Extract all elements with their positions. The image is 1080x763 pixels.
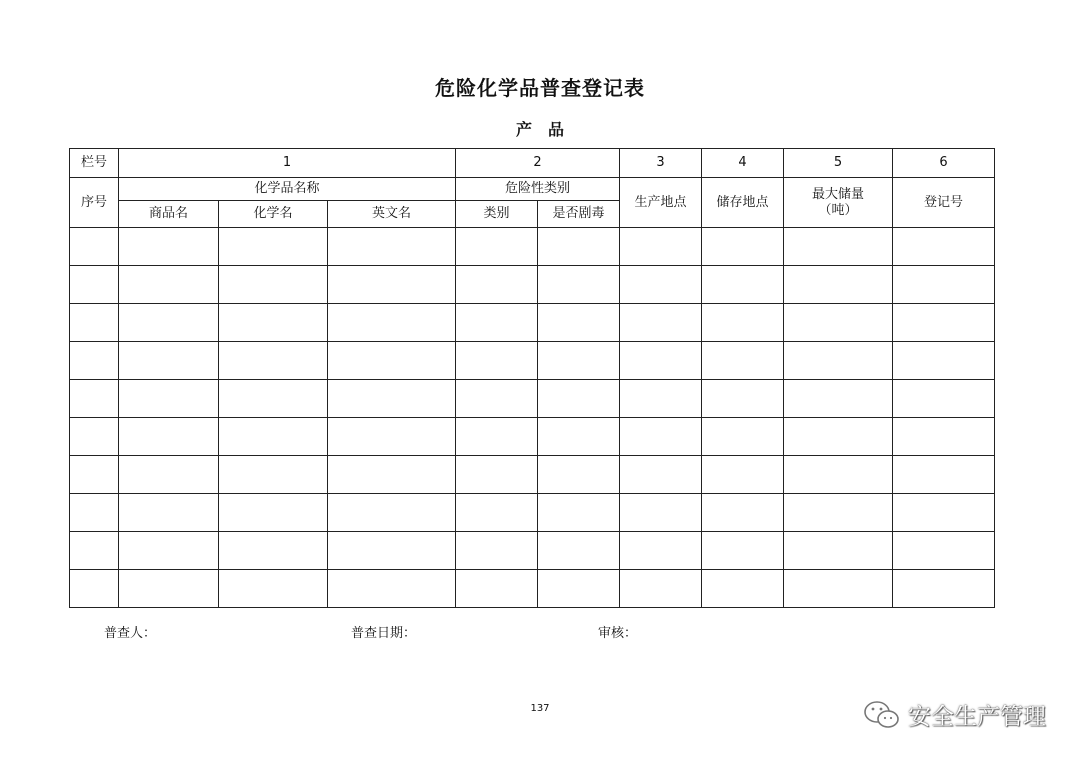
table-cell[interactable] bbox=[702, 532, 784, 570]
table-cell[interactable] bbox=[70, 570, 119, 608]
column-number-label: 栏号 bbox=[70, 149, 119, 178]
table-cell[interactable] bbox=[456, 570, 538, 608]
document-subtitle: 产 品 bbox=[515, 120, 564, 139]
table-row bbox=[70, 304, 995, 342]
table-cell[interactable] bbox=[702, 494, 784, 532]
table-cell[interactable] bbox=[620, 532, 702, 570]
header-max-storage-line2: （吨） bbox=[818, 202, 858, 218]
table-cell[interactable] bbox=[328, 532, 456, 570]
table-cell[interactable] bbox=[456, 266, 538, 304]
header-production-site: 生产地点 bbox=[620, 178, 702, 228]
header-registration-no: 登记号 bbox=[893, 178, 995, 228]
registration-table bbox=[69, 148, 995, 608]
table-cell[interactable] bbox=[70, 532, 119, 570]
table-cell[interactable] bbox=[456, 380, 538, 418]
table-cell[interactable] bbox=[620, 380, 702, 418]
header-highly-toxic: 是否剧毒 bbox=[538, 201, 620, 228]
header-max-storage-line1: 最大储量 bbox=[811, 186, 864, 202]
table-cell[interactable] bbox=[119, 380, 219, 418]
table-cell[interactable] bbox=[219, 494, 328, 532]
table-cell[interactable] bbox=[219, 456, 328, 494]
table-cell[interactable] bbox=[538, 570, 620, 608]
table-cell[interactable] bbox=[893, 304, 995, 342]
table-cell[interactable] bbox=[70, 456, 119, 494]
header-max-storage bbox=[784, 178, 893, 228]
column-number-1: 1 bbox=[119, 149, 456, 178]
page-number: 137 bbox=[530, 703, 550, 714]
header-seq: 序号 bbox=[70, 178, 119, 228]
table-cell[interactable] bbox=[538, 342, 620, 380]
table-cell[interactable] bbox=[702, 304, 784, 342]
table-row bbox=[70, 266, 995, 304]
header-row-1 bbox=[70, 178, 995, 201]
table-cell[interactable] bbox=[620, 304, 702, 342]
header-storage-site: 储存地点 bbox=[702, 178, 784, 228]
table-cell[interactable] bbox=[70, 494, 119, 532]
table-cell[interactable] bbox=[620, 228, 702, 266]
table-cell[interactable] bbox=[538, 532, 620, 570]
table-cell[interactable] bbox=[219, 570, 328, 608]
table-cell[interactable] bbox=[328, 456, 456, 494]
table-cell[interactable] bbox=[119, 304, 219, 342]
table-cell[interactable] bbox=[702, 456, 784, 494]
table-cell[interactable] bbox=[784, 380, 893, 418]
table-cell[interactable] bbox=[893, 266, 995, 304]
table-cell[interactable] bbox=[620, 266, 702, 304]
table-row bbox=[70, 532, 995, 570]
table-cell[interactable] bbox=[702, 342, 784, 380]
table-cell[interactable] bbox=[456, 228, 538, 266]
table-cell[interactable] bbox=[784, 494, 893, 532]
table-cell[interactable] bbox=[538, 380, 620, 418]
header-chem-name-group: 化学品名称 bbox=[119, 178, 456, 201]
table-row bbox=[70, 342, 995, 380]
table-cell[interactable] bbox=[620, 570, 702, 608]
table-cell[interactable] bbox=[328, 228, 456, 266]
table-cell[interactable] bbox=[219, 228, 328, 266]
table-cell[interactable] bbox=[119, 494, 219, 532]
document-title: 危险化学品普查登记表 bbox=[435, 76, 645, 100]
footer-survey-date: 普查日期： bbox=[351, 626, 417, 641]
table-cell[interactable] bbox=[456, 494, 538, 532]
table-cell[interactable] bbox=[219, 532, 328, 570]
table-cell[interactable] bbox=[70, 418, 119, 456]
table-cell[interactable] bbox=[784, 570, 893, 608]
table-cell[interactable] bbox=[70, 266, 119, 304]
table-cell[interactable] bbox=[620, 494, 702, 532]
table-cell[interactable] bbox=[456, 418, 538, 456]
table-row bbox=[70, 456, 995, 494]
column-number-2: 2 bbox=[456, 149, 620, 178]
table-cell[interactable] bbox=[893, 380, 995, 418]
watermark bbox=[862, 698, 1046, 731]
table-cell[interactable] bbox=[538, 266, 620, 304]
table-cell[interactable] bbox=[328, 494, 456, 532]
header-hazard-group: 危险性类别 bbox=[456, 178, 620, 201]
table-cell[interactable] bbox=[119, 266, 219, 304]
table-cell[interactable] bbox=[219, 342, 328, 380]
table-cell[interactable] bbox=[219, 418, 328, 456]
table-row bbox=[70, 570, 995, 608]
table-cell[interactable] bbox=[893, 570, 995, 608]
table-cell[interactable] bbox=[119, 570, 219, 608]
column-number-5: 5 bbox=[784, 149, 893, 178]
table-cell[interactable] bbox=[702, 266, 784, 304]
table-cell[interactable] bbox=[702, 228, 784, 266]
footer-surveyor: 普查人： bbox=[104, 626, 157, 641]
table-cell[interactable] bbox=[70, 380, 119, 418]
table-cell[interactable] bbox=[893, 342, 995, 380]
column-number-6: 6 bbox=[893, 149, 995, 178]
table-cell[interactable] bbox=[456, 342, 538, 380]
column-number-row bbox=[70, 149, 995, 178]
table-cell[interactable] bbox=[119, 342, 219, 380]
table-row bbox=[70, 228, 995, 266]
table-row bbox=[70, 380, 995, 418]
table-cell[interactable] bbox=[119, 532, 219, 570]
table-cell[interactable] bbox=[538, 304, 620, 342]
table-cell[interactable] bbox=[702, 380, 784, 418]
wechat-icon bbox=[862, 699, 902, 731]
table-cell[interactable] bbox=[328, 266, 456, 304]
table-cell[interactable] bbox=[328, 380, 456, 418]
table-cell[interactable] bbox=[702, 570, 784, 608]
header-category: 类别 bbox=[456, 201, 538, 228]
table-cell[interactable] bbox=[784, 304, 893, 342]
table-cell[interactable] bbox=[784, 418, 893, 456]
table-cell[interactable] bbox=[893, 456, 995, 494]
table-cell[interactable] bbox=[328, 342, 456, 380]
table-cell[interactable] bbox=[328, 304, 456, 342]
table-cell[interactable] bbox=[893, 494, 995, 532]
table-cell[interactable] bbox=[456, 532, 538, 570]
table-cell[interactable] bbox=[456, 304, 538, 342]
table-cell[interactable] bbox=[538, 494, 620, 532]
table-cell[interactable] bbox=[620, 418, 702, 456]
table-cell[interactable] bbox=[328, 418, 456, 456]
table-cell[interactable] bbox=[893, 532, 995, 570]
header-english-name: 英文名 bbox=[328, 201, 456, 228]
table-cell[interactable] bbox=[119, 228, 219, 266]
table-cell[interactable] bbox=[538, 228, 620, 266]
table-cell[interactable] bbox=[70, 304, 119, 342]
table-cell[interactable] bbox=[893, 418, 995, 456]
table-cell[interactable] bbox=[784, 456, 893, 494]
column-number-3: 3 bbox=[620, 149, 702, 178]
column-number-4: 4 bbox=[702, 149, 784, 178]
table-cell[interactable] bbox=[119, 456, 219, 494]
table-cell[interactable] bbox=[119, 418, 219, 456]
table-cell[interactable] bbox=[219, 266, 328, 304]
table-cell[interactable] bbox=[328, 570, 456, 608]
table-cell[interactable] bbox=[784, 228, 893, 266]
table-row bbox=[70, 418, 995, 456]
table-cell[interactable] bbox=[702, 418, 784, 456]
table-cell[interactable] bbox=[538, 418, 620, 456]
table-cell[interactable] bbox=[893, 228, 995, 266]
table-cell[interactable] bbox=[219, 304, 328, 342]
table-cell[interactable] bbox=[538, 456, 620, 494]
table-cell[interactable] bbox=[70, 228, 119, 266]
header-chemical-name: 化学名 bbox=[219, 201, 328, 228]
table-cell[interactable] bbox=[784, 532, 893, 570]
watermark-text: 安全生产管理 bbox=[908, 704, 1046, 730]
table-cell[interactable] bbox=[70, 342, 119, 380]
footer-review: 审核： bbox=[598, 626, 638, 641]
table-cell[interactable] bbox=[620, 342, 702, 380]
table-cell[interactable] bbox=[456, 456, 538, 494]
table-cell[interactable] bbox=[219, 380, 328, 418]
table-row bbox=[70, 494, 995, 532]
table-cell[interactable] bbox=[784, 342, 893, 380]
table-cell[interactable] bbox=[784, 266, 893, 304]
table-cell[interactable] bbox=[620, 456, 702, 494]
header-trade-name: 商品名 bbox=[119, 201, 219, 228]
